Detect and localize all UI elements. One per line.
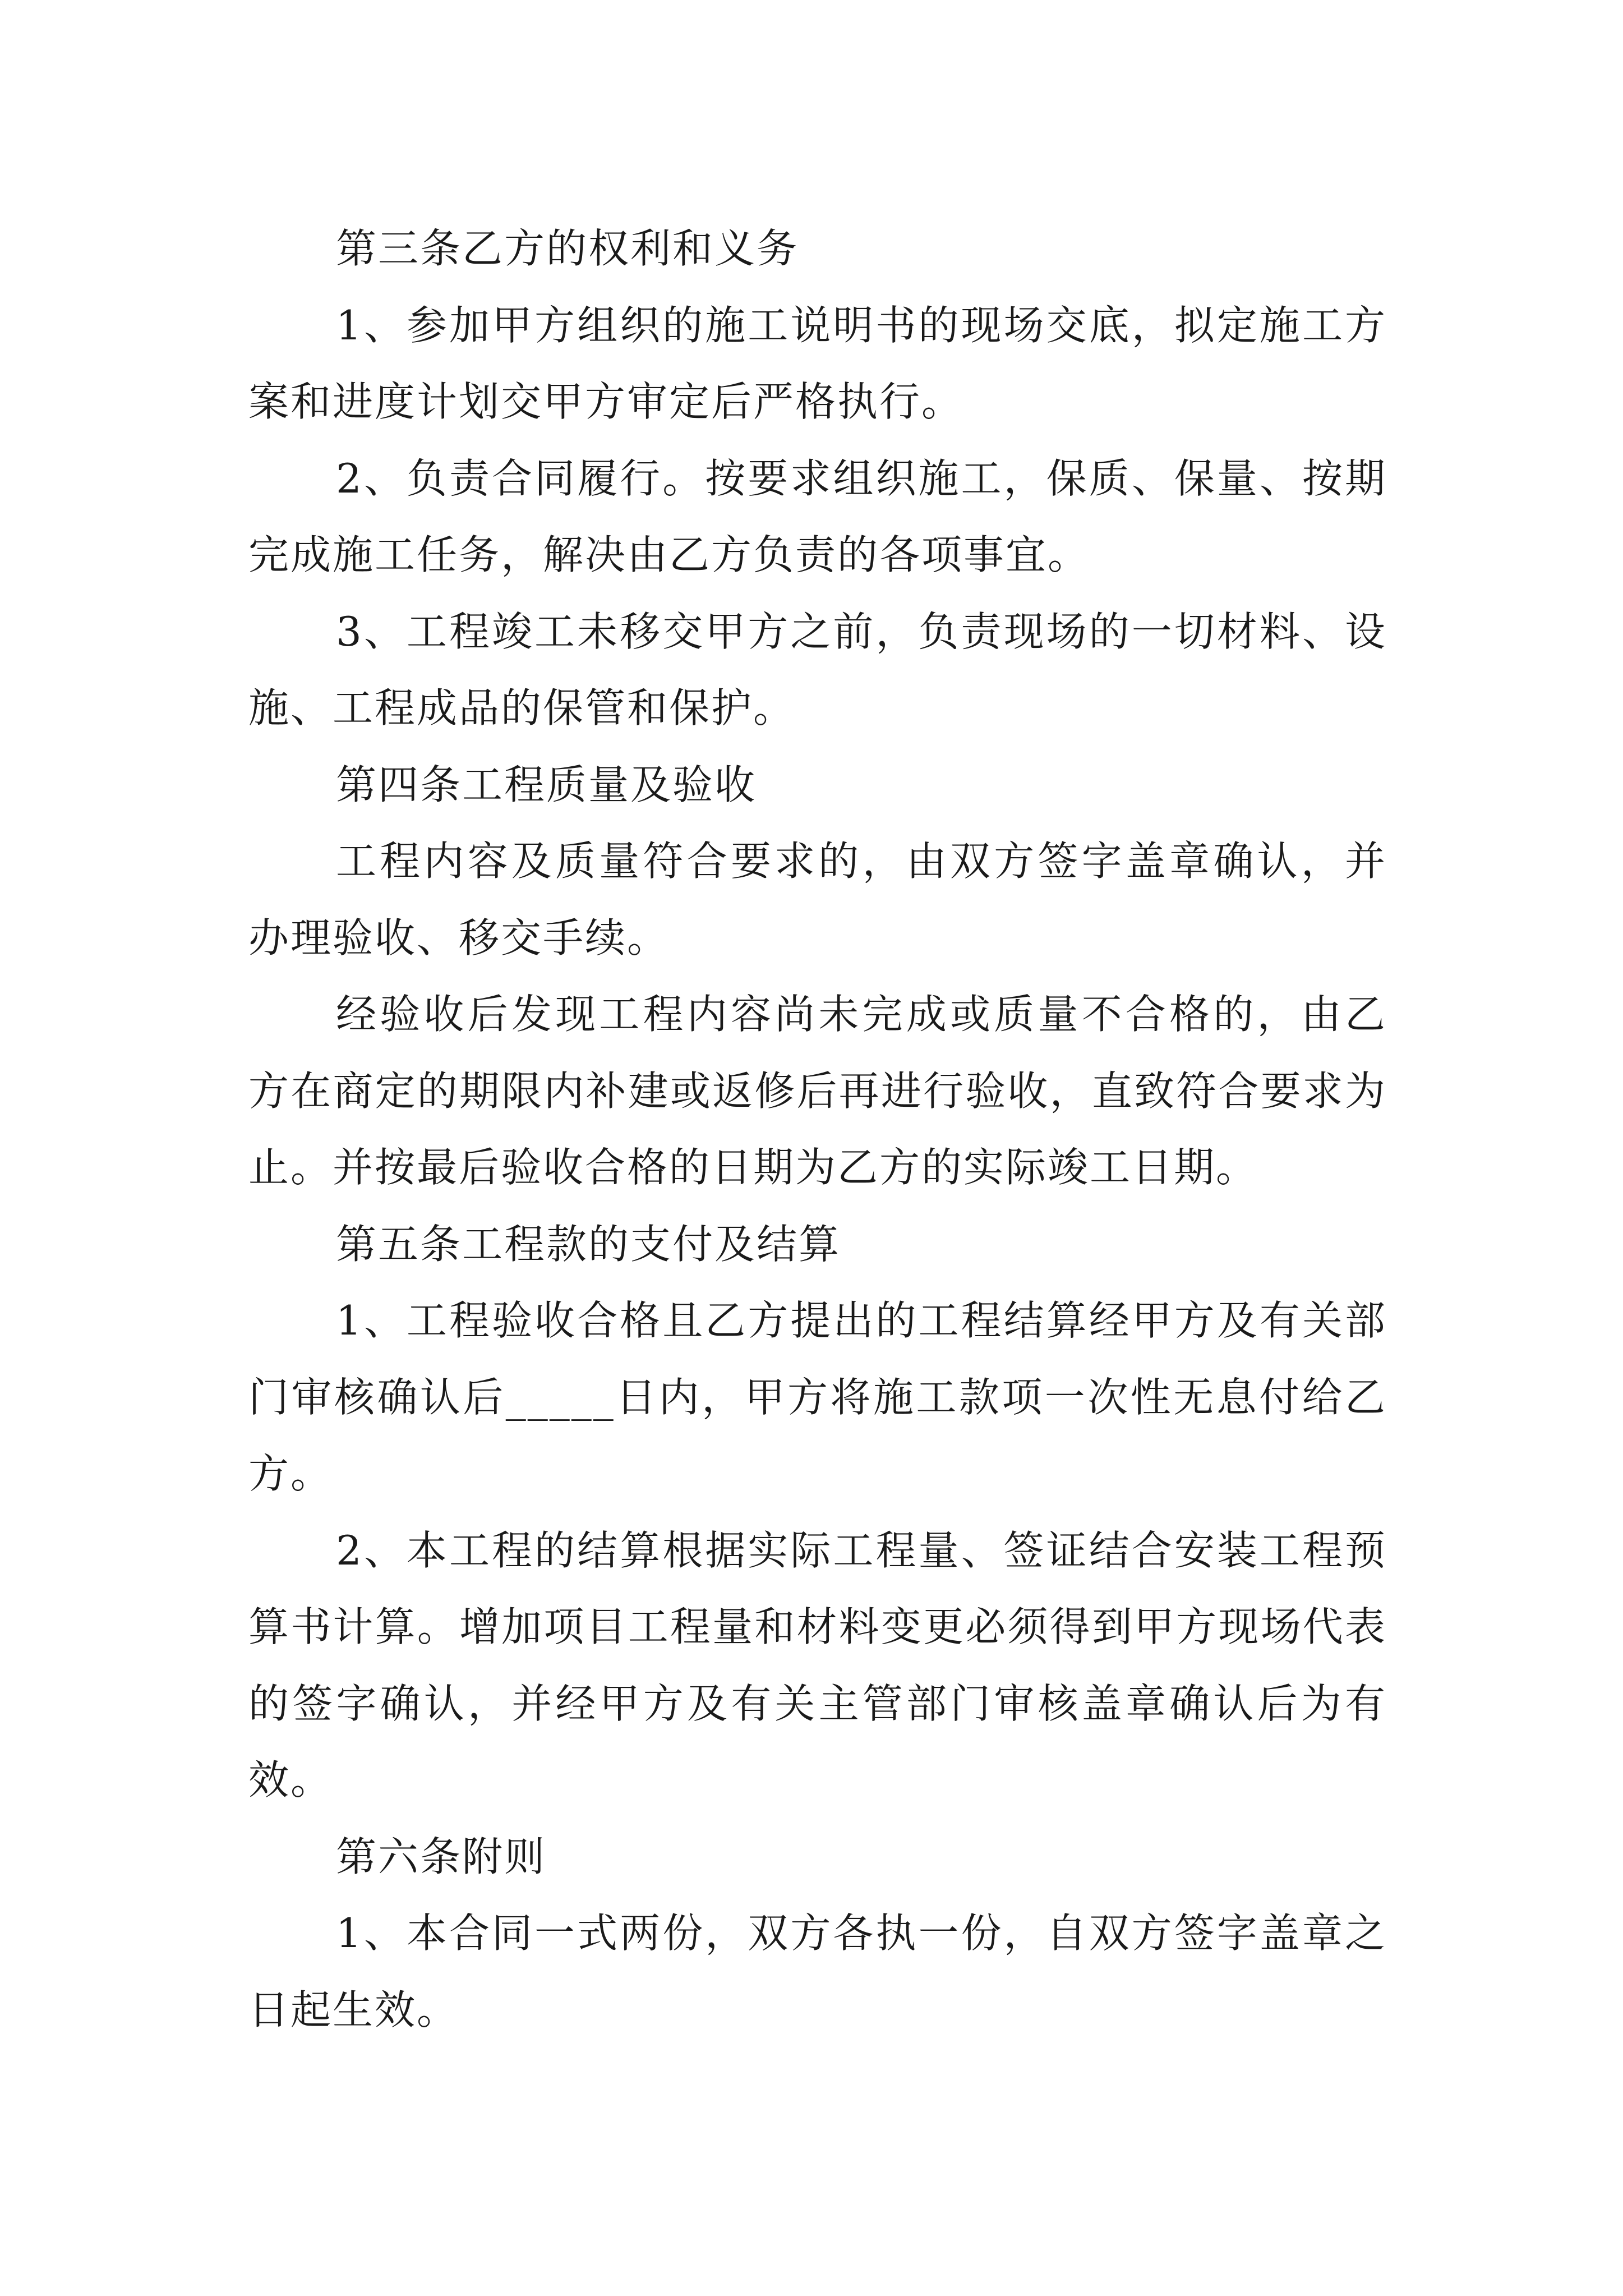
article-6-clause-1: 1、本合同一式两份，双方各执一份，自双方签字盖章之日起生效。: [248, 1910, 1387, 2033]
article-5-clause-2: 2、本工程的结算根据实际工程量、签证结合安装工程预算书计算。增加项目工程量和材料变更必须得到甲方现场代表的签字确认，并经甲方及有关主管部门审核盖章确认后为有效。: [248, 1526, 1387, 1803]
section-heading-article-5: 第五条工程款的支付及结算: [336, 1220, 841, 1268]
article-4-paragraph-1: 工程内容及质量符合要求的，由双方签字盖章确认，并办理验收、移交手续。: [248, 838, 1387, 961]
article-3-clause-2: 2、负责合同履行。按要求组织施工，保质、保量、按期完成施工任务，解决由乙方负责的各项事宜。: [248, 454, 1387, 578]
article-3-clause-1: 1、参加甲方组织的施工说明书的现场交底，拟定施工方案和进度计划交甲方审定后严格执行。: [248, 301, 1387, 425]
article-5-clause-1: 1、工程验收合格且乙方提出的工程结算经甲方及有关部门审核确认后_____日内，甲方将施工款项一次性无息付给乙方。: [248, 1297, 1387, 1497]
article-4-paragraph-2: 经验收后发现工程内容尚未完成或质量不合格的，由乙方在商定的期限内补建或返修后再进行验收，直致符合要求为止。并按最后验收合格的日期为乙方的实际竣工日期。: [248, 991, 1387, 1191]
section-heading-article-3: 第三条乙方的权利和义务: [336, 225, 799, 272]
section-heading-article-4: 第四条工程质量及验收: [336, 761, 757, 808]
article-3-clause-3: 3、工程竣工未移交甲方之前，负责现场的一切材料、设施、工程成品的保管和保护。: [248, 608, 1387, 731]
section-heading-article-6: 第六条附则: [336, 1833, 547, 1880]
contract-body: [248, 210, 1387, 2048]
